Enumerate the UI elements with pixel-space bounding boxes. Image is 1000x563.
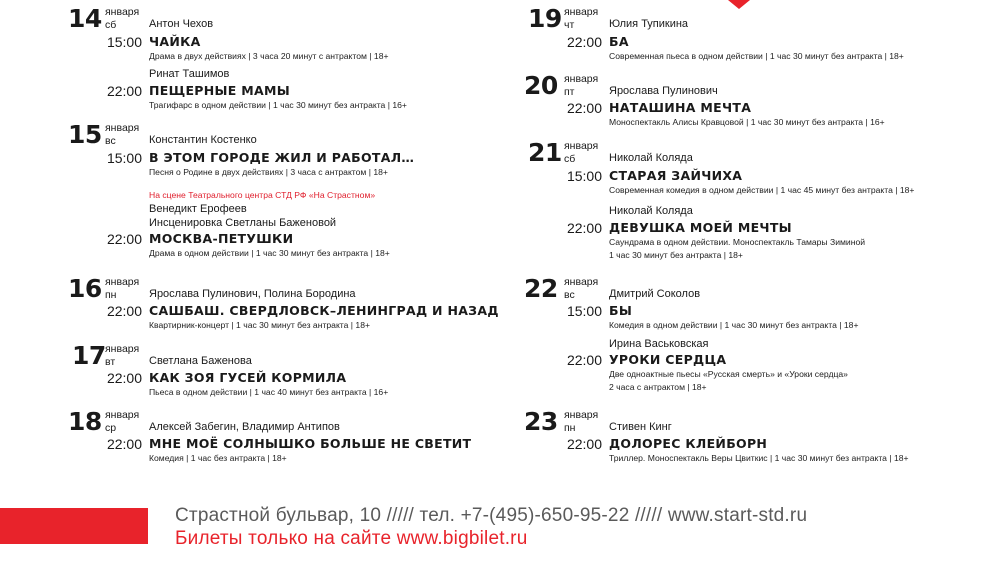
day-month: января (564, 73, 599, 85)
event-author: Антон Чехов (149, 18, 214, 30)
event-title[interactable]: УРОКИ СЕРДЦА (609, 352, 727, 367)
event-author: Константин Костенко (149, 134, 257, 146)
top-marker-triangle (728, 0, 750, 9)
day-weekday: вс (564, 289, 575, 301)
event-author: Светлана Баженова (149, 355, 252, 367)
event-title[interactable]: ПЕЩЕРНЫЕ МАМЫ (149, 83, 290, 98)
event-author: Венедикт Ерофеев (149, 203, 247, 215)
event-time: 22:00 (566, 352, 602, 368)
event-details: Современная комедия в одном действии | 1 час 45 минут без антракта | 18+ (609, 185, 915, 195)
event-details: Драма в двух действиях | 3 часа 20 минут с антрактом | 18+ (149, 51, 389, 61)
day-number: 22 (524, 274, 558, 303)
event-title[interactable]: МОСКВА-ПЕТУШКИ (149, 231, 294, 246)
event-adaptation: Инсценировка Светланы Бажeновой (149, 217, 337, 229)
day-weekday: вс (105, 135, 116, 147)
event-author: Ярослава Пулинович (609, 85, 718, 97)
day-weekday: сб (105, 19, 117, 31)
event-time: 22:00 (566, 436, 602, 452)
day-number: 16 (68, 274, 102, 303)
event-details: Трагифарс в одном действии | 1 час 30 минут без антракта | 16+ (149, 100, 407, 110)
event-title[interactable]: ЧАЙКА (149, 34, 201, 49)
event-details: Квартирник-концерт | 1 час 30 минут без антракта | 18+ (149, 320, 371, 330)
event-time: 22:00 (566, 220, 602, 236)
event-author: Дмитрий Соколов (609, 288, 701, 300)
day-number: 14 (68, 4, 102, 33)
event-time: 22:00 (106, 436, 142, 452)
day-month: января (105, 409, 140, 421)
event-author: Ярослава Пулинович, Полина Бородина (149, 288, 356, 300)
event-venue: На сцене Театрального центра СТД РФ «На Страстном» (149, 190, 376, 200)
event-title[interactable]: КАК ЗОЯ ГУСЕЙ КОРМИЛА (149, 370, 347, 385)
event-details: 2 часа с антрактом | 18+ (609, 382, 707, 392)
day-weekday: сб (564, 153, 576, 165)
event-details: Комедия | 1 час без антракта | 18+ (149, 453, 287, 463)
event-details: Моноспектакль Алисы Кравцовой | 1 час 30 минут без антракта | 16+ (609, 117, 885, 127)
day-month: января (105, 276, 140, 288)
event-time: 22:00 (566, 100, 602, 116)
day-number: 18 (68, 407, 102, 436)
day-weekday: пт (564, 86, 575, 98)
event-time: 15:00 (566, 168, 602, 184)
event-time: 15:00 (106, 150, 142, 166)
event-time: 22:00 (106, 83, 142, 99)
event-details: Драма в одном действии | 1 час 30 минут без антракта | 18+ (149, 248, 390, 258)
event-author: Ринат Ташимов (149, 68, 230, 80)
event-author: Юлия Тупикина (609, 18, 689, 30)
footer-tickets-link[interactable]: Билеты только на сайте www.bigbilet.ru (175, 528, 528, 549)
event-details: Современная пьеса в одном действии | 1 час 30 минут без антракта | 18+ (609, 51, 904, 61)
day-weekday: чт (564, 19, 575, 31)
day-month: января (564, 409, 599, 421)
event-title[interactable]: БЫ (609, 303, 633, 318)
event-time: 22:00 (106, 231, 142, 247)
event-time: 15:00 (566, 303, 602, 319)
event-author: Николай Коляда (609, 152, 693, 164)
day-weekday: пн (105, 289, 117, 301)
day-number: 19 (528, 4, 562, 33)
event-time: 22:00 (106, 370, 142, 386)
event-details: Две одноактные пьесы «Русская смерть» и «Уроки сердца» (609, 369, 848, 379)
event-details: 1 час 30 минут без антракта | 18+ (609, 250, 743, 260)
day-number: 20 (524, 71, 558, 100)
footer-address: Страстной бульвар, 10 ///// тел. +7-(495)-650-95-22 ///// www.start-std.ru (175, 505, 808, 526)
day-month: января (564, 6, 599, 18)
event-details: Триллер. Моноспектакль Веры Цвиткис | 1 час 30 минут без антракта | 18+ (609, 453, 909, 463)
event-time: 22:00 (566, 34, 602, 50)
day-weekday: вт (105, 356, 116, 368)
event-details: Саундрама в одном действии. Моноспектакль Тамары Зиминой (609, 237, 866, 247)
event-author: Николай Коляда (609, 205, 693, 217)
day-weekday: ср (105, 422, 117, 434)
footer-red-bar (0, 508, 148, 544)
day-weekday: пн (564, 422, 576, 434)
event-details: Пьеса в одном действии | 1 час 40 минут без антракта | 16+ (149, 387, 389, 397)
event-title[interactable]: В ЭТОМ ГОРОДЕ ЖИЛ И РАБОТАЛ… (149, 150, 415, 165)
event-author: Алексей Забегин, Владимир Антипов (149, 421, 340, 433)
event-title[interactable]: МНЕ МОЁ СОЛНЫШКО БОЛЬШЕ НЕ СВЕТИТ (149, 436, 472, 451)
day-month: января (105, 122, 140, 134)
event-details: Песня о Родине в двух действиях | 3 часа с антрактом | 18+ (149, 167, 388, 177)
day-number: 21 (528, 138, 562, 167)
day-number: 23 (524, 407, 558, 436)
event-time: 15:00 (106, 34, 142, 50)
event-title[interactable]: НАТАШИНА МЕЧТА (609, 100, 752, 115)
event-author: Стивен Кинг (609, 421, 672, 433)
day-month: января (105, 6, 140, 18)
event-title[interactable]: БА (609, 34, 629, 49)
day-number: 15 (68, 120, 102, 149)
event-title[interactable]: ДЕВУШКА МОЕЙ МЕЧТЫ (609, 220, 792, 235)
event-title[interactable]: САШБАШ. СВЕРДЛОВСК–ЛЕНИНГРАД И НАЗАД (149, 303, 499, 318)
event-title[interactable]: ДОЛОРЕС КЛЕЙБОРН (609, 436, 768, 451)
day-month: января (564, 140, 599, 152)
day-number: 17 (72, 341, 106, 370)
event-author: Ирина Васьковская (609, 338, 709, 350)
event-details: Комедия в одном действии | 1 час 30 минут без антракта | 18+ (609, 320, 859, 330)
event-title[interactable]: СТАРАЯ ЗАЙЧИХА (609, 168, 743, 183)
day-month: января (564, 276, 599, 288)
event-time: 22:00 (106, 303, 142, 319)
day-month: января (105, 343, 140, 355)
